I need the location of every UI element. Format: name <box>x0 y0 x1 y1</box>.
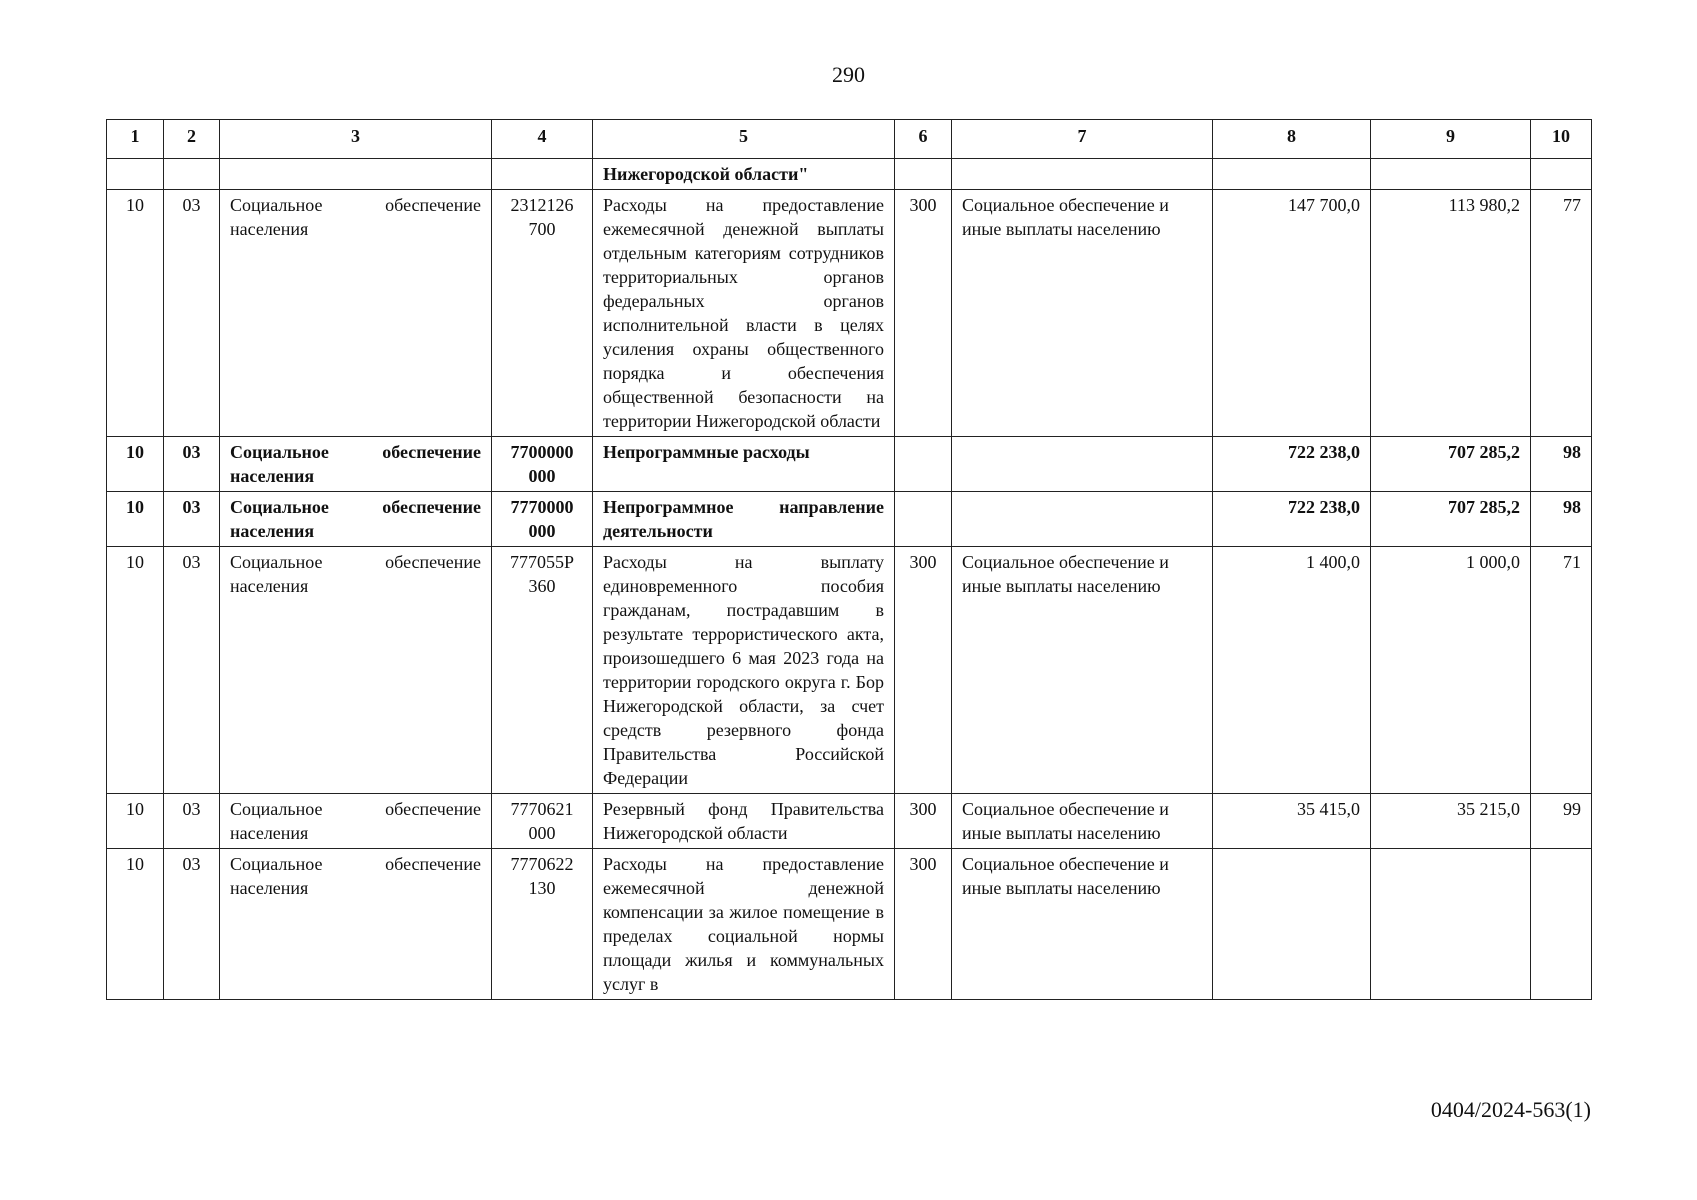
header-cell: 10 <box>1531 120 1592 159</box>
table-row <box>107 492 1592 547</box>
target-article-code: 777055P 360 <box>492 547 593 794</box>
section-name: Социальное обеспечение населения <box>220 492 492 547</box>
execution-percent: 77 <box>1531 190 1592 437</box>
section-code: 10 <box>107 437 164 492</box>
executed-amount: 707 285,2 <box>1371 492 1531 547</box>
table-row <box>107 547 1592 794</box>
planned-amount <box>1213 159 1371 190</box>
execution-percent: 99 <box>1531 794 1592 849</box>
section-code: 10 <box>107 190 164 437</box>
table-row <box>107 794 1592 849</box>
expense-description: Нижегородской области" <box>593 159 895 190</box>
subsection-code: 03 <box>164 492 220 547</box>
target-article-code <box>492 159 593 190</box>
execution-percent <box>1531 159 1592 190</box>
header-cell: 2 <box>164 120 220 159</box>
section-code <box>107 159 164 190</box>
expense-type-name <box>952 159 1213 190</box>
header-cell: 6 <box>895 120 952 159</box>
subsection-code: 03 <box>164 547 220 794</box>
target-article-code: 7700000 000 <box>492 437 593 492</box>
expense-type-name <box>952 437 1213 492</box>
execution-percent: 71 <box>1531 547 1592 794</box>
header-cell: 9 <box>1371 120 1531 159</box>
table-row <box>107 849 1592 1000</box>
target-article-code: 7770000 000 <box>492 492 593 547</box>
header-cell: 3 <box>220 120 492 159</box>
subsection-code: 03 <box>164 190 220 437</box>
target-article-code: 2312126 700 <box>492 190 593 437</box>
section-name: Социальное обеспечение населения <box>220 547 492 794</box>
planned-amount: 1 400,0 <box>1213 547 1371 794</box>
page-number: 290 <box>832 62 865 87</box>
section-code: 10 <box>107 492 164 547</box>
subsection-code: 03 <box>164 437 220 492</box>
table-row <box>107 190 1592 437</box>
executed-amount: 35 215,0 <box>1371 794 1531 849</box>
expense-description: Непрограммные расходы <box>593 437 895 492</box>
expense-description: Непрограммное направление деятельности <box>593 492 895 547</box>
expense-type-code: 300 <box>895 190 952 437</box>
target-article-code: 7770622 130 <box>492 849 593 1000</box>
planned-amount: 147 700,0 <box>1213 190 1371 437</box>
section-name: Социальное обеспечение населения <box>220 794 492 849</box>
document-code: 0404/2024-563(1) <box>1430 1097 1591 1122</box>
header-row <box>107 120 1592 159</box>
section-name: Социальное обеспечение населения <box>220 849 492 1000</box>
expense-type-code: 300 <box>895 794 952 849</box>
subsection-code <box>164 159 220 190</box>
header-cell: 7 <box>952 120 1213 159</box>
executed-amount <box>1371 159 1531 190</box>
expense-type-name: Социальное обеспечение и иные выплаты населению <box>952 849 1213 1000</box>
header-cell: 4 <box>492 120 593 159</box>
executed-amount: 1 000,0 <box>1371 547 1531 794</box>
header-cell: 8 <box>1213 120 1371 159</box>
section-code: 10 <box>107 794 164 849</box>
subsection-code: 03 <box>164 849 220 1000</box>
expense-type-name: Социальное обеспечение и иные выплаты населению <box>952 794 1213 849</box>
planned-amount <box>1213 849 1371 1000</box>
expense-description: Резервный фонд Правительства Нижегородской области <box>593 794 895 849</box>
section-name: Социальное обеспечение населения <box>220 190 492 437</box>
execution-percent <box>1531 849 1592 1000</box>
section-name: Социальное обеспечение населения <box>220 437 492 492</box>
execution-percent: 98 <box>1531 437 1592 492</box>
expense-type-code <box>895 437 952 492</box>
section-name <box>220 159 492 190</box>
expense-type-code <box>895 492 952 547</box>
executed-amount: 707 285,2 <box>1371 437 1531 492</box>
target-article-code: 7770621 000 <box>492 794 593 849</box>
expense-type-name <box>952 492 1213 547</box>
execution-percent: 98 <box>1531 492 1592 547</box>
planned-amount: 722 238,0 <box>1213 437 1371 492</box>
table-body <box>107 159 1592 1000</box>
expense-type-code: 300 <box>895 849 952 1000</box>
table-row <box>107 437 1592 492</box>
subsection-code: 03 <box>164 794 220 849</box>
expense-description: Расходы на предоставление ежемесячной денежной компенсации за жилое помещение в пределах социальной нормы площади жилья и коммунальных услуг в <box>593 849 895 1000</box>
header-cell: 1 <box>107 120 164 159</box>
executed-amount: 113 980,2 <box>1371 190 1531 437</box>
planned-amount: 722 238,0 <box>1213 492 1371 547</box>
table-row <box>107 159 1592 190</box>
section-code: 10 <box>107 547 164 794</box>
expense-type-name: Социальное обеспечение и иные выплаты населению <box>952 190 1213 437</box>
budget-table <box>106 119 1592 1000</box>
section-code: 10 <box>107 849 164 1000</box>
expense-type-name: Социальное обеспечение и иные выплаты населению <box>952 547 1213 794</box>
expense-description: Расходы на выплату единовременного пособия гражданам, пострадавшим в результате террористического акта, произошедшего 6 мая 2023 года на территории городского округа г. Бор Нижегородской области, за счет средств резервного фонда Правительства Российской Федерации <box>593 547 895 794</box>
expense-description: Расходы на предоставление ежемесячной денежной выплаты отдельным категориям сотрудников территориальных органов федеральных органов исполнительной власти в целях усиления охраны общественного порядка и обеспечения общественной безопасности на территории Нижегородской области <box>593 190 895 437</box>
planned-amount: 35 415,0 <box>1213 794 1371 849</box>
header-cell: 5 <box>593 120 895 159</box>
expense-type-code <box>895 159 952 190</box>
expense-type-code: 300 <box>895 547 952 794</box>
executed-amount <box>1371 849 1531 1000</box>
